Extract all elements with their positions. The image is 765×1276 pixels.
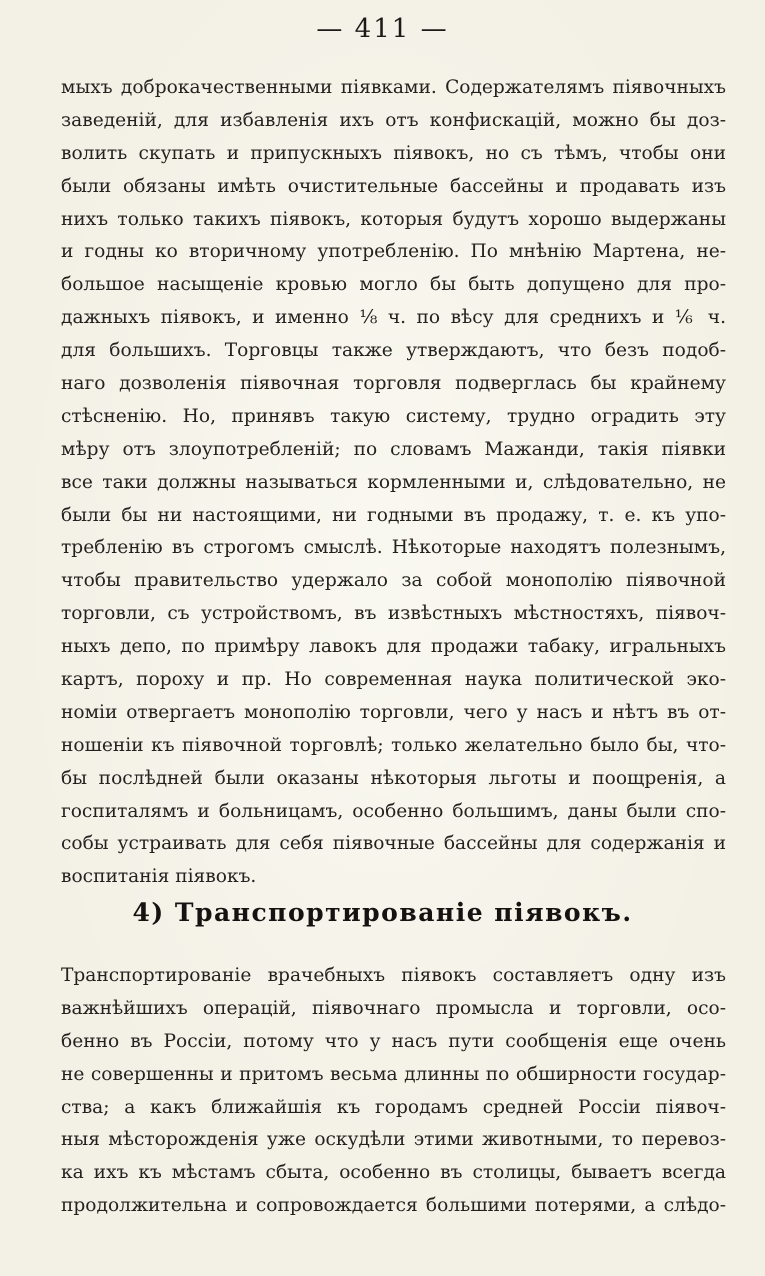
text-line: ношеніи къ піявочной торговлѣ; только желательно было бы, что- (61, 734, 726, 756)
text-line: бенно въ Россіи, потому что у насъ пути сообщенія еще очень (61, 1030, 726, 1052)
text-line: для большихъ. Торговцы также утверждаютъ, что безъ подоб- (61, 340, 726, 362)
text-line: стѣсненію. Но, принявъ такую систему, трудно оградить эту (61, 405, 726, 427)
text-line: картъ, пороху и пр. Но современная наука политической эко- (61, 669, 726, 691)
text-line: Транспортированіе врачебныхъ піявокъ составляетъ одну изъ (61, 965, 726, 986)
text-line: собы устраивать для себя піявочные бассейны для содержанія и (61, 833, 726, 855)
text-line: заведеній, для избавленія ихъ отъ конфискацій, можно бы доз- (61, 109, 726, 131)
text-line: номіи отвергаетъ монополію торговли, чего у насъ и нѣтъ въ от- (61, 701, 726, 723)
section-heading: 4) Транспортированіе піявокъ. (132, 898, 633, 927)
text-line: ства; а какъ ближайшія къ городамъ средней Россіи піявоч- (61, 1096, 726, 1118)
text-line: и годны ко вторичному употребленію. По мнѣнію Мартена, не- (61, 241, 726, 263)
text-line: торговли, съ устройствомъ, въ извѣстныхъ мѣстностяхъ, піявоч- (61, 603, 726, 625)
text-line: все таки должны называться кормленными и, слѣдовательно, не (61, 471, 726, 493)
text-line: чтобы правительство удержало за собой монополію піявочной (61, 570, 726, 592)
text-line: требленію въ строгомъ смыслѣ. Нѣкоторые находятъ полезнымъ, (61, 537, 726, 559)
text-line: мыхъ доброкачественными піявками. Содержателямъ піявочныхъ (61, 77, 726, 98)
text-line: госпиталямъ и больницамъ, особенно большимъ, даны были спо- (61, 800, 726, 822)
paragraph-leech-transport (61, 960, 726, 1223)
text-line: мѣру отъ злоупотребленій; по словамъ Мажанди, такія піявки (61, 438, 726, 460)
text-line: ныя мѣсторожденія уже оскудѣли этими животными, то перевоз- (61, 1129, 726, 1151)
text-line: были обязаны имѣть очистительные бассейны и продавать изъ (61, 175, 726, 197)
text-line: были бы ни настоящими, ни годными въ продажу, т. е. къ упо- (61, 504, 726, 526)
text-line: наго дозволенія піявочная торговля подверглась бы крайнему (61, 373, 726, 395)
text-line: не совершенны и притомъ весьма длинны по обширности государ- (61, 1063, 726, 1085)
text-line: большое насыщеніе кровью могло бы быть допущено для про- (61, 274, 726, 296)
text-line: ныхъ депо, по примѣру лавокъ для продажи табаку, игральныхъ (61, 636, 726, 658)
text-line: нихъ только такихъ піявокъ, которыя будутъ хорошо выдержаны (61, 208, 726, 230)
text-line: ка ихъ къ мѣстамъ сбыта, особенно въ столицы, бываетъ всегда (61, 1162, 726, 1184)
text-line: воспитанія піявокъ. (61, 866, 257, 888)
text-line: продолжительна и сопровождается большими потерями, а слѣдо- (61, 1195, 726, 1217)
paragraph-leech-trade (61, 72, 726, 894)
text-line: важнѣйшихъ операцій, піявочнаго промысла и торговли, осо- (61, 997, 726, 1019)
text-line: дажныхъ піявокъ, и именно ⅛ ч. по вѣсу для среднихъ и ⅙ ч. (61, 307, 726, 329)
page-number: — 411 — (316, 14, 449, 44)
text-line: бы послѣдней были оказаны нѣкоторыя льготы и поощренія, а (61, 767, 726, 789)
text-line: волить скупать и припускныхъ піявокъ, но съ тѣмъ, чтобы они (61, 142, 726, 164)
